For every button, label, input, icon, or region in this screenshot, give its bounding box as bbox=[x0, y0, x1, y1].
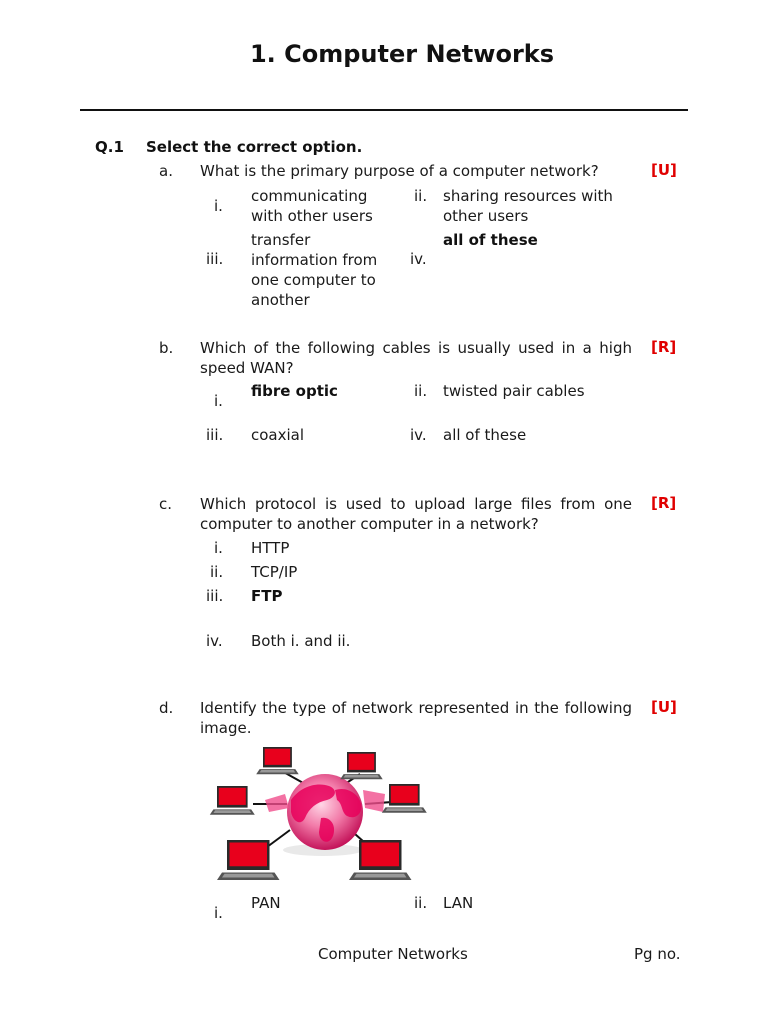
option-text: twisted pair cables bbox=[443, 382, 585, 400]
option-num: iv. bbox=[206, 632, 223, 650]
question-number: Q.1 bbox=[95, 138, 124, 156]
laptop-icon bbox=[217, 840, 280, 880]
question-d-text: Identify the type of network represented in the following image. bbox=[200, 699, 632, 737]
title-divider bbox=[80, 109, 688, 111]
option-num: i. bbox=[214, 392, 223, 410]
question-a-letter: a. bbox=[159, 162, 173, 180]
option-text-correct: FTP bbox=[251, 587, 283, 605]
question-d-tag: [U] bbox=[651, 698, 677, 716]
question-c-letter: c. bbox=[159, 495, 173, 513]
option-num: i. bbox=[214, 904, 223, 922]
option-num: i. bbox=[214, 539, 223, 557]
option-num: ii. bbox=[414, 894, 428, 912]
option-num: ii. bbox=[414, 187, 428, 205]
option-num: iii. bbox=[206, 587, 224, 605]
option-text: sharing resources with other users bbox=[443, 187, 613, 225]
laptop-icon bbox=[340, 752, 383, 779]
option-text: HTTP bbox=[251, 539, 290, 557]
network-diagram-image bbox=[205, 742, 435, 887]
option-text: coaxial bbox=[251, 426, 305, 444]
question-d-letter: d. bbox=[159, 699, 174, 717]
section-heading: Select the correct option. bbox=[146, 138, 363, 156]
page-title: 1. Computer Networks bbox=[249, 40, 555, 68]
option-text-correct: all of these bbox=[443, 231, 538, 249]
option-num: ii. bbox=[210, 563, 224, 581]
question-a-tag: [U] bbox=[651, 161, 677, 179]
option-text: transfer information from one computer to another bbox=[251, 231, 378, 309]
question-b-letter: b. bbox=[159, 339, 174, 357]
option-num: i. bbox=[214, 197, 223, 215]
footer-title: Computer Networks bbox=[318, 945, 468, 963]
option-text: PAN bbox=[251, 894, 281, 912]
question-c-text: Which protocol is used to upload large files from one computer to another computer in a network? bbox=[200, 495, 632, 533]
option-text: TCP/IP bbox=[251, 563, 298, 581]
question-b-text: Which of the following cables is usually used in a high speed WAN? bbox=[200, 339, 632, 377]
option-text: LAN bbox=[443, 894, 474, 912]
laptop-icon bbox=[210, 786, 255, 815]
footer-page-number: Pg no. bbox=[634, 945, 681, 963]
question-b-tag: [R] bbox=[651, 338, 677, 356]
option-num: ii. bbox=[414, 382, 428, 400]
laptop-icon bbox=[256, 747, 299, 774]
question-a-text: What is the primary purpose of a computer network? bbox=[200, 162, 599, 180]
option-text: Both i. and ii. bbox=[251, 632, 351, 650]
laptop-icon bbox=[349, 840, 412, 880]
question-c-tag: [R] bbox=[651, 494, 677, 512]
option-num: iv. bbox=[410, 426, 427, 444]
option-text: all of these bbox=[443, 426, 527, 444]
option-text-correct: fibre optic bbox=[251, 382, 338, 400]
option-num: iv. bbox=[410, 250, 427, 268]
laptop-icon bbox=[382, 784, 427, 813]
option-num: iii. bbox=[206, 426, 224, 444]
option-text: communicating with other users bbox=[251, 187, 373, 225]
option-num: iii. bbox=[206, 250, 224, 268]
